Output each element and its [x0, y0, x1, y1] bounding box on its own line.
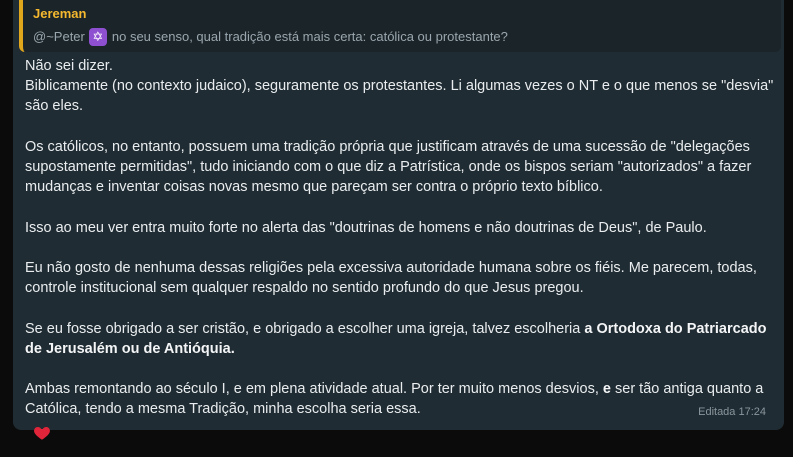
message-paragraph: Isso ao meu ver entra muito forte no alerta das "doutrinas de homens e não doutrinas de Deus", de Paulo. [25, 219, 707, 236]
message-span: Se eu fosse obrigado a ser cristão, e obrigado a escolher uma igreja, talvez escolheria [25, 320, 585, 337]
message-paragraph: Os católicos, no entanto, possuem uma tradição própria que justificam através de uma sucessão de "delegações supostamente permitidas", tudo iniciando com o que diz a Patrística, onde os bispos seriam "autorizados" a fazer mudanças e inventar coisas novas mesmo que pareçam ser contra o próprio texto bíblico. [25, 138, 752, 196]
message-span: Ambas remontando ao século I, e em plena atividade atual. Por ter muito menos desvios, [25, 381, 603, 398]
heart-icon[interactable] [33, 424, 51, 442]
message-status: Editada 17:24 [698, 406, 766, 418]
quote-author: Jereman [33, 6, 87, 21]
message-line: Biblicamente (no contexto judaico), seguramente os protestantes. Li algumas vezes o NT e o que menos se "desvia" são eles. [25, 78, 774, 115]
heart-icon-svg [33, 424, 51, 442]
message-paragraph [25, 56, 777, 117]
message-paragraph [25, 379, 777, 419]
quote-text-line [33, 28, 771, 46]
message-line: Não sei dizer. [25, 58, 113, 74]
message-text [25, 56, 777, 420]
message-paragraph: Eu não gosto de nenhuma dessas religiões pela excessiva autoridade humana sobre os fiéis. Me parecem, todas, controle institucional sem qualquer respaldo no sentido profundo do que Jesus pregou. [25, 259, 757, 297]
message-bold: a Ortodoxa do Patriarcado de Jerusalém ou de Antióquia. [25, 320, 767, 357]
message-bold: e [602, 381, 611, 398]
message-bubble[interactable] [13, 0, 784, 430]
star-of-david-icon: ✡ [89, 28, 107, 46]
message-paragraph [25, 319, 777, 359]
quote-mention[interactable]: @~Peter [33, 29, 85, 44]
quote-text: no seu senso, qual tradição está mais certa: católica ou protestante? [111, 29, 508, 44]
message-span: ser tão antiga quanto a Católica, tendo a mesma Tradição, minha escolha seria essa. [25, 381, 764, 418]
quoted-message[interactable] [19, 0, 781, 52]
